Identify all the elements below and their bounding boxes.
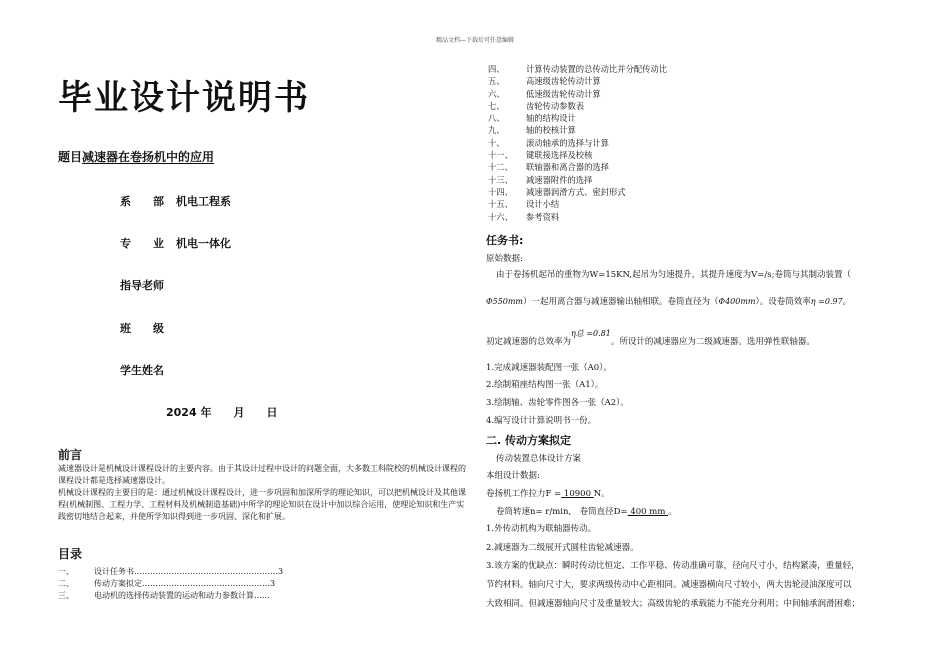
formula: η总 =0.81 (571, 329, 611, 338)
document-title: 毕业设计说明书 (58, 78, 310, 118)
scheme-item: 1.外传动机构为联轴器传动。 (486, 524, 597, 534)
scheme-item: 节约材料。轴向尺寸大，要求两级传动中心距相同。减速器横向尺寸较小，两大齿轮浸油深度可以 (486, 580, 852, 590)
task-item: 4.编写设计计算说明书一份。 (486, 416, 597, 426)
major-value: 机电一体化 (176, 237, 231, 250)
speed-line: 卷筒转速n= r/min, 卷筒直径D= 400 mm 。 (496, 507, 677, 517)
toc-item[interactable]: 十二、 联轴器和离合器的选择 (488, 162, 609, 173)
page-header: 精品文档---下载后可任意编辑 (435, 37, 515, 44)
toc-item[interactable]: 十五、 设计小结 (488, 199, 560, 210)
preface-heading: 前言 (58, 448, 83, 462)
diameter-value: 400 mm (627, 507, 669, 517)
task-item: 3.绘制轴、齿轮零件图各一张（A2）。 (486, 398, 629, 408)
formula: Φ400mm (718, 297, 756, 306)
task-line: 初定减速器的总效率为η总 =0.81。所设计的减速器应为二级减速器。选用弹性联轴器。 (486, 329, 815, 347)
scheme-item: 2.减速器为二级展开式圆柱齿轮减速器。 (486, 543, 639, 553)
date-line: 2024 年 月 日 (166, 406, 278, 419)
toc-item[interactable]: 八、 轴的结构设计 (488, 113, 576, 124)
student-label: 学生姓名 (120, 364, 164, 377)
formula: Φ550mm (486, 297, 523, 306)
class-label: 班 级 (120, 322, 164, 335)
task-line: 由于卷扬机起吊的重物为W=15KN,起吊为匀速提升，其提升速度为V=/s;卷筒与其制动装置（ (496, 270, 851, 280)
toc-item[interactable]: 六、 低速级齿轮传动计算 (488, 88, 601, 99)
topic-prefix: 题目 (58, 150, 83, 164)
topic-line (58, 148, 214, 165)
raw-data-label: 原始数据: (486, 254, 523, 264)
toc-item[interactable]: 十一、 键联接选择及校核 (488, 150, 593, 161)
dept-label: 系 部 (120, 195, 164, 208)
preface-paragraph: 减速器设计是机械设计课程设计的主要内容。由于其设计过程中设计的问题全面，大多数工科院校的机械设计课程的课程设计都是选择减速器设计。 (58, 464, 466, 485)
scheme-heading: 二. 传动方案拟定 (486, 434, 572, 447)
dept-value: 机电工程系 (176, 195, 231, 208)
force-value: 10900 (561, 489, 594, 499)
toc-item[interactable]: 三、 电动机的选择传动装置的运动和动力参数计算…... (58, 591, 270, 600)
task-heading: 任务书: (486, 234, 524, 247)
task-line: Φ550mm）一起用离合器与减速器输出轴相联。卷筒直径为（Φ400mm）。设卷筒效率η =0.97。 (486, 297, 852, 307)
task-item: 2.绘制箱座结构图一张（A1）。 (486, 380, 604, 390)
toc-continued (488, 63, 667, 223)
scheme-item: 大致相同。但减速器轴向尺寸及重量较大；高级齿轮的承载能力不能充分利用；中间轴承润滑困难； (486, 599, 861, 609)
toc-item[interactable]: 十三、 减速器附件的选择 (488, 174, 593, 185)
toc-item[interactable]: 四、 计算传动装置的总传动比并分配传动比 (488, 64, 668, 74)
scheme-item: 3.该方案的优缺点：瞬时传动比恒定、工作平稳、传动准确可靠，径向尺寸小，结构紧凑，重量轻， (486, 561, 860, 571)
formula: η =0.97 (810, 297, 843, 306)
dept-field (120, 193, 231, 209)
toc-item[interactable]: 十四、 减速器润滑方式、密封形式 (488, 186, 626, 197)
toc-item[interactable]: 五、 高速级齿轮传动计算 (488, 76, 601, 87)
task-item: 1.完成减速器装配图一张（A0）。 (486, 363, 612, 373)
toc-item[interactable]: 十、 滚动轴承的选择与计算 (488, 137, 609, 148)
toc-list (58, 566, 283, 602)
major-label: 专 业 (120, 237, 164, 250)
scheme-data-label: 本组设计数据: (486, 471, 540, 481)
toc-item[interactable]: 七、 齿轮传动参数表 (488, 100, 585, 111)
toc-item[interactable]: 二、 传动方案拟定…………………………………………3 (58, 579, 276, 588)
toc-item[interactable]: 九、 轴的校核计算 (488, 125, 576, 136)
toc-item[interactable]: 一、 设计任务书………………………………………………3 (58, 567, 284, 576)
major-field (120, 235, 231, 251)
preface-paragraph: 机械设计课程的主要目的是：通过机械设计课程设计，进一步巩固和加深所学的理论知识，可以把机械设计及其他课程(机械制图、工程力学、工程材料及机械制造基础)中所学的理论知识在设计中加以综合运用，使理论知识和生产实践密切地结合起来，并使所学知识得到进一步巩固、深化和扩展。 (58, 488, 466, 521)
toc-heading: 目录 (58, 547, 83, 561)
topic-text: 减速器在卷扬机中的应用 (82, 150, 215, 164)
scheme-sub: 传动装置总体设计方案 (496, 454, 582, 464)
advisor-label: 指导老师 (120, 279, 164, 292)
force-line: 卷扬机工作拉力F = 10900 N。 (486, 489, 610, 499)
preface-body (58, 463, 470, 523)
toc-item[interactable]: 十六、 参考资料 (488, 211, 560, 222)
